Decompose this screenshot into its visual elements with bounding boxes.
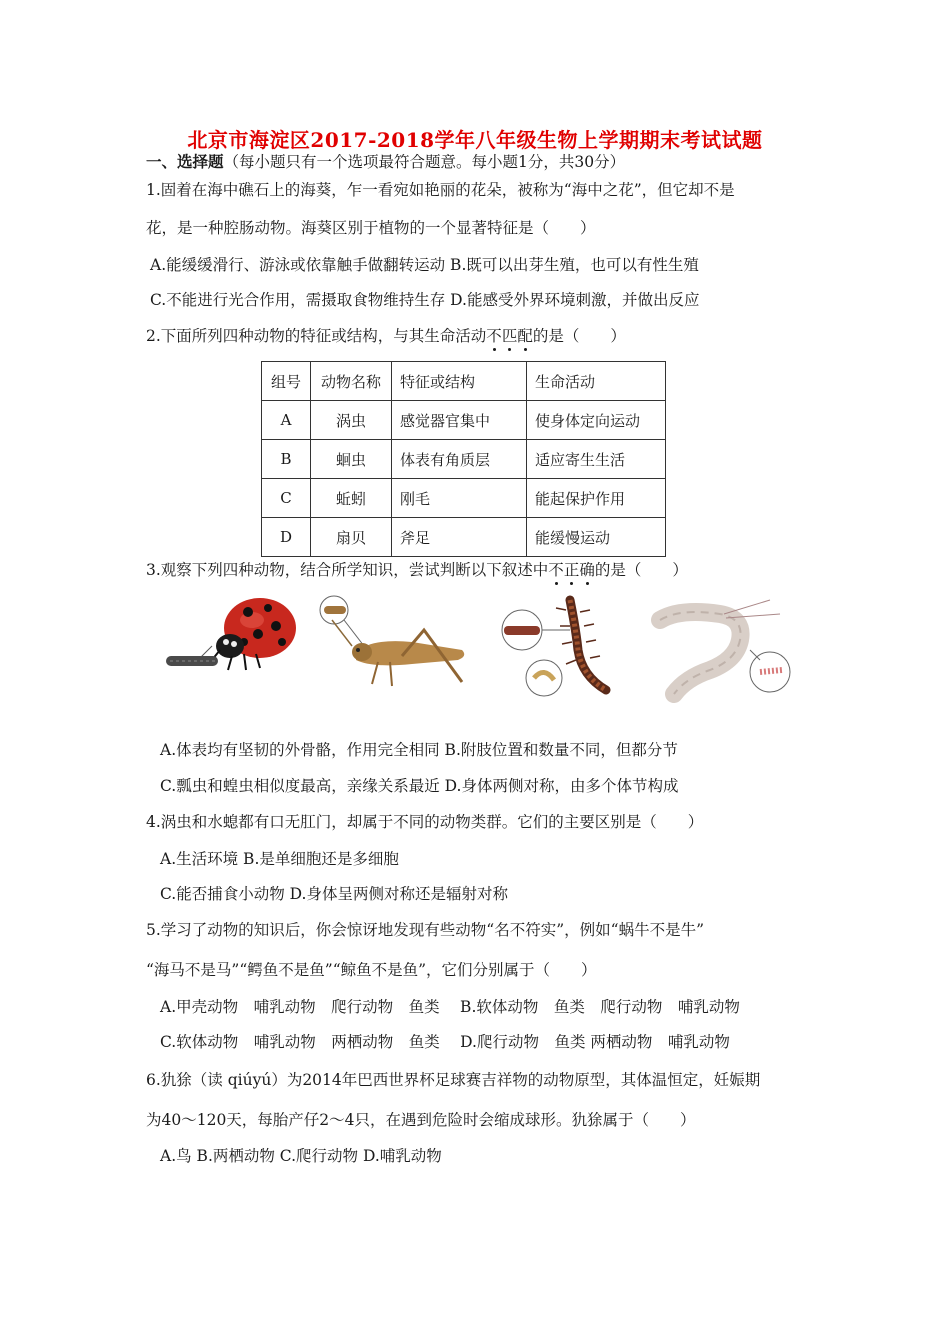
q1-options-cd: C.不能进行光合作用，需摄取食物维持生存 D.能感受外界环境刺激，并做出反应 <box>150 291 700 309</box>
q4-options-cd: C.能否捕食小动物 D.身体呈两侧对称还是辐射对称 <box>160 885 508 903</box>
q3-stem-post: 的是（ ） <box>594 561 688 579</box>
q6-stem-line1: 6.犰狳（读 qiúyú）为2014年巴西世界杯足球赛吉祥物的动物原型，其体温恒定，妊娠期 <box>146 1071 761 1089</box>
q3-animal-figures <box>160 590 800 710</box>
q3-emphasis-char: 正 <box>563 561 580 579</box>
table-row <box>262 479 666 518</box>
shrimp-icon <box>640 590 800 710</box>
table-header-row <box>262 362 666 401</box>
table-cell: 涡虫 <box>311 401 392 440</box>
q2-stem-post: 的是（ ） <box>532 327 626 345</box>
centipede-icon <box>490 590 630 710</box>
q5-options-ab: A.甲壳动物 哺乳动物 爬行动物 鱼类 B.软体动物 鱼类 爬行动物 哺乳动物 <box>160 998 740 1016</box>
q4-stem: 4.涡虫和水螅都有口无肛门，却属于不同的动物类群。它们的主要区别是（ ） <box>146 813 704 831</box>
q2-stem-pre: 2.下面所列四种动物的特征或结构，与其生命活动 <box>146 327 487 345</box>
table-cell: 斧足 <box>392 518 527 557</box>
table-cell: 体表有角质层 <box>392 440 527 479</box>
q2-emphasis-char: 配 <box>517 327 533 345</box>
q2-emphasis-char: 不 <box>486 327 502 345</box>
section-note: （每小题只有一个选项最符合题意。每小题1分，共30分） <box>223 153 626 171</box>
table-cell: 刚毛 <box>392 479 527 518</box>
table-cell: C <box>262 479 311 518</box>
q1-stem-line1: 1.固着在海中礁石上的海葵，乍一看宛如艳丽的花朵，被称为“海中之花”，但它却不是 <box>146 181 735 199</box>
page-title: 北京市海淀区2017-2018学年八年级生物上学期期末考试试题 <box>187 128 763 152</box>
table-cell: 能起保护作用 <box>527 479 666 518</box>
table-header-cell: 生命活动 <box>527 362 666 401</box>
table-cell: 使身体定向运动 <box>527 401 666 440</box>
q5-stem-line1: 5.学习了动物的知识后，你会惊讶地发现有些动物“名不符实”，例如“蜗牛不是牛” <box>146 921 704 939</box>
table-row <box>262 518 666 557</box>
table-header-cell: 组号 <box>262 362 311 401</box>
q3-emphasis-char: 确 <box>579 561 595 579</box>
table-cell: D <box>262 518 311 557</box>
table-header-cell: 动物名称 <box>311 362 392 401</box>
table-cell: B <box>262 440 311 479</box>
q4-options-ab: A.生活环境 B.是单细胞还是多细胞 <box>160 850 399 868</box>
q6-options: A.鸟 B.两栖动物 C.爬行动物 D.哺乳动物 <box>160 1147 442 1165</box>
table-row <box>262 440 666 479</box>
q3-options-ab: A.体表均有坚韧的外骨骼，作用完全相同 B.附肢位置和数量不同，但都分节 <box>160 741 678 759</box>
table-cell: 蛔虫 <box>311 440 392 479</box>
table-header-cell: 特征或结构 <box>392 362 527 401</box>
q3-emphasis-char: 不 <box>548 561 564 579</box>
q3-stem-pre: 3.观察下列四种动物，结合所学知识，尝试判断以下叙述中 <box>146 561 549 579</box>
q6-stem-line2: 为40～120天，每胎产仔2～4只，在遇到危险时会缩成球形。犰狳属于（ ） <box>146 1111 696 1129</box>
table-row <box>262 401 666 440</box>
ladybug-icon <box>160 590 310 710</box>
table-cell: 适应寄生生活 <box>527 440 666 479</box>
section-label: 一、选择题 <box>146 152 224 171</box>
q2-emphasis-char: 匹 <box>501 327 518 345</box>
q3-options-cd: C.瓢虫和蝗虫相似度最高，亲缘关系最近 D.身体两侧对称，由多个体节构成 <box>160 777 679 795</box>
table-cell: A <box>262 401 311 440</box>
table-cell: 感觉器官集中 <box>392 401 527 440</box>
table-cell: 蚯蚓 <box>311 479 392 518</box>
q3-stem <box>146 560 688 580</box>
q1-stem-line2: 花，是一种腔肠动物。海葵区别于植物的一个显著特征是（ ） <box>146 219 596 237</box>
section-heading <box>146 152 625 172</box>
table-cell: 能缓慢运动 <box>527 518 666 557</box>
q2-table <box>261 361 666 557</box>
q2-stem <box>146 326 626 346</box>
q5-options-cd: C.软体动物 哺乳动物 两栖动物 鱼类 D.爬行动物 鱼类 两栖动物 哺乳动物 <box>160 1033 730 1051</box>
grasshopper-icon <box>312 590 482 710</box>
q1-options-ab: A.能缓缓滑行、游泳或依靠触手做翻转运动 B.既可以出芽生殖，也可以有性生殖 <box>150 256 699 274</box>
q5-stem-line2: “海马不是马”“鳄鱼不是鱼”“鲸鱼不是鱼”，它们分别属于（ ） <box>146 961 597 979</box>
table-cell: 扇贝 <box>311 518 392 557</box>
